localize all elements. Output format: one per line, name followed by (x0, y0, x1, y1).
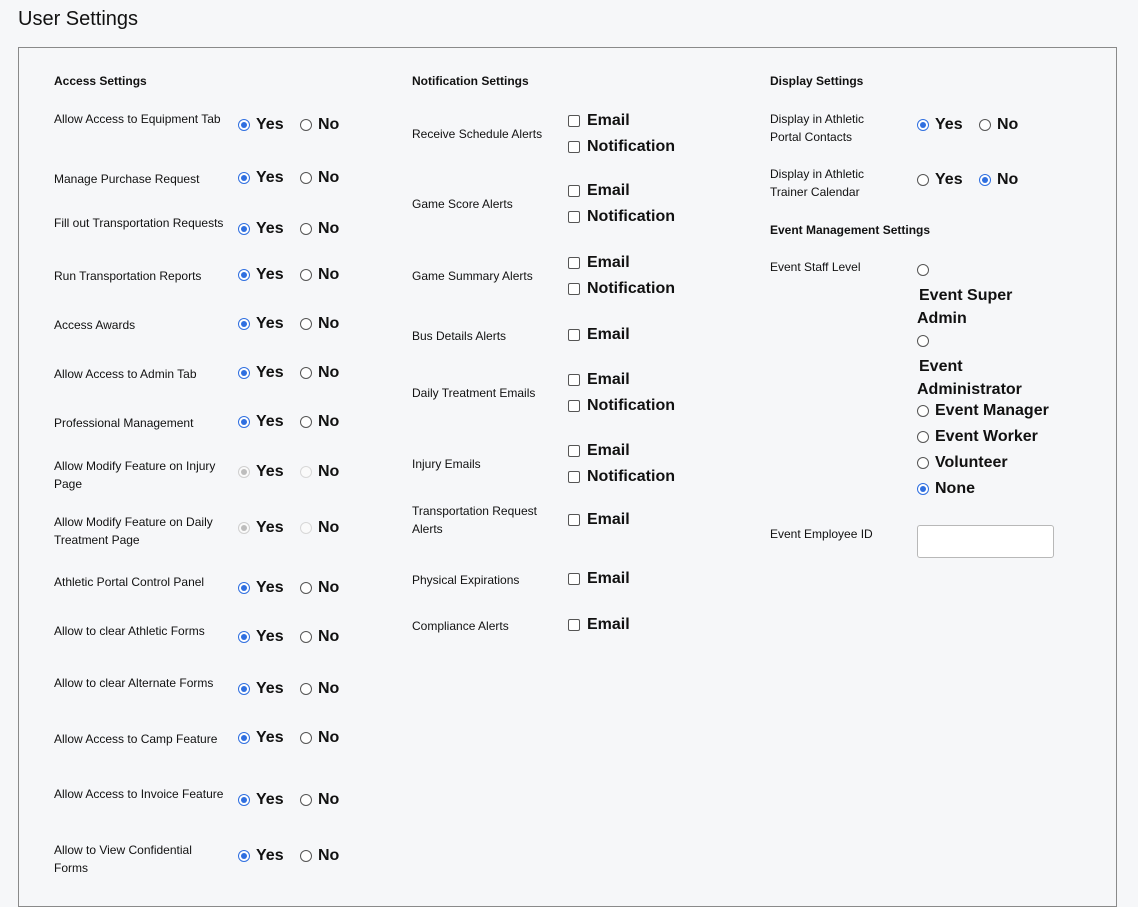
no-radio-label: No (318, 847, 340, 864)
email-checkbox[interactable] (568, 445, 580, 457)
email-checkbox[interactable] (568, 374, 580, 386)
notification-checkbox-label: Notification (587, 138, 675, 155)
yes-radio-label: Yes (256, 680, 284, 697)
no-radio[interactable] (300, 732, 312, 744)
yes-radio-label: Yes (256, 729, 284, 746)
access-row-label: Allow Access to Equipment Tab (54, 112, 221, 126)
no-radio-label: No (318, 220, 340, 237)
event-staff-level-label: Volunteer (935, 454, 1008, 471)
access-row-label: Allow Modify Feature on Injury Page (54, 459, 216, 491)
no-radio-label: No (318, 628, 340, 645)
notification-row-label: Compliance Alerts (412, 619, 509, 633)
event-staff-level-label: Event Super Admin (917, 287, 1013, 327)
no-radio-label: No (318, 169, 340, 186)
yes-radio (238, 522, 250, 534)
email-checkbox[interactable] (568, 115, 580, 127)
event-employee-id-label: Event Employee ID (770, 527, 873, 541)
yes-radio[interactable] (238, 850, 250, 862)
event-staff-level-radio[interactable] (917, 264, 929, 276)
no-radio-label: No (318, 519, 340, 536)
no-radio-label: No (318, 579, 340, 596)
no-radio-label: No (318, 315, 340, 332)
event-staff-level-radio[interactable] (917, 483, 929, 495)
notification-checkbox-label: Notification (587, 397, 675, 414)
yes-radio-label: Yes (256, 315, 284, 332)
no-radio[interactable] (300, 416, 312, 428)
yes-radio[interactable] (238, 269, 250, 281)
access-row-label: Run Transportation Reports (54, 269, 202, 283)
yes-radio-label: Yes (256, 579, 284, 596)
no-radio (300, 466, 312, 478)
yes-radio-label: Yes (256, 364, 284, 381)
email-checkbox[interactable] (568, 329, 580, 341)
yes-radio-label: Yes (935, 116, 963, 133)
event-staff-level-label: Event Administrator (917, 358, 1022, 398)
email-checkbox[interactable] (568, 257, 580, 269)
access-row-label: Fill out Transportation Requests (54, 216, 224, 230)
yes-radio-label: Yes (256, 169, 284, 186)
no-radio[interactable] (300, 631, 312, 643)
page-title: User Settings (18, 8, 139, 30)
event-staff-level-radio[interactable] (917, 431, 929, 443)
no-radio-label: No (318, 791, 340, 808)
notification-checkbox[interactable] (568, 471, 580, 483)
display-row-label: Display in Athletic Portal Contacts (770, 112, 865, 144)
event-staff-level-label: Event Worker (935, 428, 1038, 445)
email-checkbox-label: Email (587, 616, 630, 633)
event-staff-level-label: Event Staff Level (770, 260, 861, 274)
access-row-label: Access Awards (54, 318, 136, 332)
yes-radio-label: Yes (256, 266, 284, 283)
no-radio-label: No (318, 364, 340, 381)
access-row-label: Allow Access to Invoice Feature (54, 787, 224, 801)
access-row-label: Allow Access to Admin Tab (54, 367, 197, 381)
yes-radio[interactable] (238, 732, 250, 744)
no-radio[interactable] (300, 269, 312, 281)
event-management-heading: Event Management Settings (770, 223, 931, 237)
notification-checkbox-label: Notification (587, 208, 675, 225)
no-radio[interactable] (300, 119, 312, 131)
no-radio-label: No (318, 413, 340, 430)
no-radio[interactable] (979, 174, 991, 186)
yes-radio (238, 466, 250, 478)
yes-radio-label: Yes (935, 171, 963, 188)
no-radio-label: No (318, 680, 340, 697)
access-row-label: Professional Management (54, 416, 194, 430)
access-row-label: Allow Access to Camp Feature (54, 732, 218, 746)
event-staff-level-radio[interactable] (917, 405, 929, 417)
no-radio-label: No (997, 116, 1019, 133)
event-employee-id-input[interactable] (917, 525, 1054, 558)
notification-settings-heading: Notification Settings (412, 74, 529, 88)
yes-radio[interactable] (238, 631, 250, 643)
email-checkbox-label: Email (587, 442, 630, 459)
yes-radio[interactable] (238, 582, 250, 594)
notification-checkbox[interactable] (568, 141, 580, 153)
no-radio[interactable] (300, 223, 312, 235)
no-radio-label: No (318, 463, 340, 480)
yes-radio[interactable] (238, 318, 250, 330)
no-radio[interactable] (300, 582, 312, 594)
access-row-label: Allow to clear Athletic Forms (54, 624, 205, 638)
event-staff-level-radio[interactable] (917, 335, 929, 347)
no-radio[interactable] (979, 119, 991, 131)
yes-radio-label: Yes (256, 628, 284, 645)
notification-checkbox[interactable] (568, 211, 580, 223)
display-row-label: Display in Athletic Trainer Calendar (770, 167, 865, 199)
email-checkbox-label: Email (587, 182, 630, 199)
no-radio[interactable] (300, 850, 312, 862)
display-settings-heading: Display Settings (770, 74, 864, 88)
event-staff-level-radio[interactable] (917, 457, 929, 469)
no-radio[interactable] (300, 683, 312, 695)
no-radio-label: No (318, 116, 340, 133)
no-radio-label: No (318, 266, 340, 283)
no-radio[interactable] (300, 172, 312, 184)
email-checkbox[interactable] (568, 514, 580, 526)
access-row-label: Manage Purchase Request (54, 172, 200, 186)
access-row-label: Allow to clear Alternate Forms (54, 676, 214, 690)
email-checkbox[interactable] (568, 573, 580, 585)
yes-radio[interactable] (917, 119, 929, 131)
notification-row-label: Game Summary Alerts (412, 269, 533, 283)
no-radio-label: No (997, 171, 1019, 188)
email-checkbox-label: Email (587, 511, 630, 528)
notification-row-label: Physical Expirations (412, 573, 520, 587)
yes-radio[interactable] (238, 223, 250, 235)
email-checkbox-label: Email (587, 112, 630, 129)
no-radio[interactable] (300, 318, 312, 330)
yes-radio[interactable] (238, 794, 250, 806)
yes-radio[interactable] (238, 367, 250, 379)
yes-radio[interactable] (238, 416, 250, 428)
notification-row-label: Receive Schedule Alerts (412, 127, 543, 141)
notification-row-label: Daily Treatment Emails (412, 386, 536, 400)
email-checkbox[interactable] (568, 185, 580, 197)
yes-radio-label: Yes (256, 116, 284, 133)
notification-row-label: Injury Emails (412, 457, 481, 471)
yes-radio-label: Yes (256, 791, 284, 808)
notification-row-label: Game Score Alerts (412, 197, 513, 211)
notification-row-label: Transportation Request Alerts (412, 504, 537, 536)
email-checkbox-label: Email (587, 570, 630, 587)
email-checkbox[interactable] (568, 619, 580, 631)
email-checkbox-label: Email (587, 326, 630, 343)
notification-checkbox[interactable] (568, 283, 580, 295)
yes-radio[interactable] (917, 174, 929, 186)
notification-checkbox-label: Notification (587, 280, 675, 297)
access-row-label: Athletic Portal Control Panel (54, 575, 205, 589)
notification-row-label: Bus Details Alerts (412, 329, 507, 343)
yes-radio[interactable] (238, 683, 250, 695)
yes-radio-label: Yes (256, 463, 284, 480)
yes-radio-label: Yes (256, 220, 284, 237)
no-radio[interactable] (300, 367, 312, 379)
access-row-label: Allow to View Confidential Forms (54, 843, 192, 875)
email-checkbox-label: Email (587, 371, 630, 388)
access-settings-heading: Access Settings (54, 74, 147, 88)
access-row-label: Allow Modify Feature on Daily Treatment Page (54, 515, 213, 547)
yes-radio[interactable] (238, 172, 250, 184)
no-radio (300, 522, 312, 534)
yes-radio-label: Yes (256, 413, 284, 430)
settings-panel (18, 47, 1117, 907)
yes-radio-label: Yes (256, 847, 284, 864)
notification-checkbox-label: Notification (587, 468, 675, 485)
event-staff-level-label: Event Manager (935, 402, 1049, 419)
email-checkbox-label: Email (587, 254, 630, 271)
yes-radio[interactable] (238, 119, 250, 131)
no-radio[interactable] (300, 794, 312, 806)
no-radio-label: No (318, 729, 340, 746)
notification-checkbox[interactable] (568, 400, 580, 412)
yes-radio-label: Yes (256, 519, 284, 536)
event-staff-level-label: None (935, 480, 975, 497)
